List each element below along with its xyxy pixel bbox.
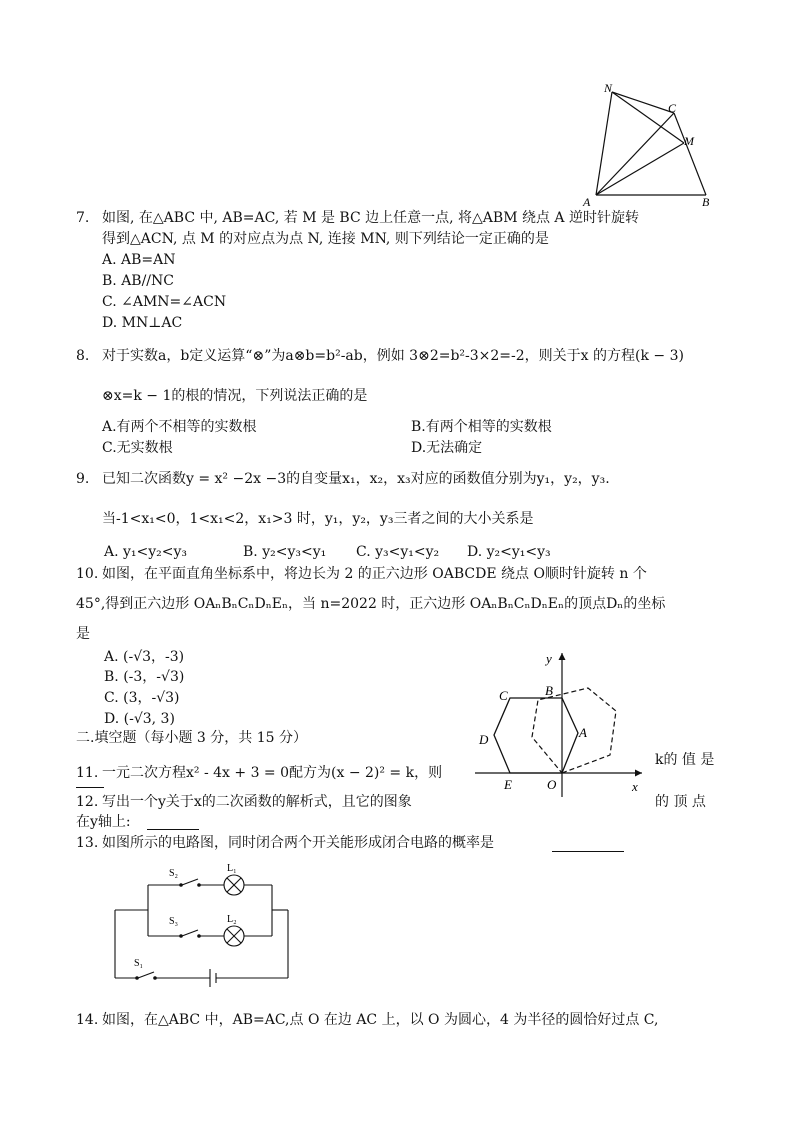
segment-AC <box>596 113 674 195</box>
q13-number: 13. <box>76 835 99 851</box>
q10-option-d: D. (-√3, 3) <box>104 711 175 727</box>
q7-option-b: B. AB//NC <box>102 273 174 289</box>
label-C: C <box>668 101 677 115</box>
q11-text: 一元二次方程x² - 4x + 3 = 0配方为(x − 2)² = k，则 <box>102 765 443 781</box>
q9-option-b: B. y₂<y₃<y₁ <box>243 544 327 560</box>
q10-number: 10. <box>76 566 99 582</box>
q13-answer-blank[interactable] <box>552 850 624 852</box>
q8-number: 8. <box>76 348 90 364</box>
q9-line1: 已知二次函数y = x² −2x −3的自变量x₁，x₂，x₃对应的函数值分别为y₁，y₂，y₃. <box>102 471 610 487</box>
label-B: B <box>702 195 710 209</box>
q8-line2: ⊗x=k − 1的根的情况，下列说法正确的是 <box>102 388 368 404</box>
q12-text: 写出一个y关于x的二次函数的解析式，且它的图象 <box>102 794 412 810</box>
q14-text: 如图，在△ABC 中，AB=AC,点 O 在边 AC 上，以 O 为圆心，4 为半径的圆恰好过点 C, <box>102 1012 659 1028</box>
q8-option-a: A.有两个不相等的实数根 <box>102 419 257 435</box>
q9-option-a: A. y₁<y₂<y₃ <box>104 544 188 560</box>
segment-AN <box>596 92 612 195</box>
label-A: A <box>583 195 591 209</box>
q8-option-b: B.有两个相等的实数根 <box>411 419 552 435</box>
q10-line2: 45°,得到正六边形 OAₙBₙCₙDₙEₙ，当 n=2022 时，正六边形 OAₙBₙCₙDₙEₙ的顶点Dₙ的坐标 <box>76 596 666 612</box>
label-l1: L₁ <box>227 863 237 874</box>
q12-number: 12. <box>76 794 99 810</box>
switch-s3-blade <box>182 930 198 936</box>
label-s2: S₂ <box>169 868 179 879</box>
label-s3: S₃ <box>169 916 179 927</box>
q8-option-c: C.无实数根 <box>102 440 173 456</box>
q10-line3: 是 <box>76 626 90 642</box>
q7-line2: 得到△ACN, 点 M 的对应点为点 N, 连接 MN, 则下列结论一定正确的是 <box>102 231 549 247</box>
label-y: y <box>546 651 552 666</box>
q12-answer-blank[interactable] <box>147 828 199 830</box>
q10-option-b: B. (-3，-√3) <box>104 669 185 685</box>
switch-s1-blade <box>138 972 154 978</box>
q14-number: 14. <box>76 1012 99 1028</box>
label-x: x <box>632 779 638 794</box>
q11-tail: k的 值 是 <box>655 752 715 768</box>
q8-line1: 对于实数a，b定义运算“⊗”为a⊗b=b²-ab，例如 3⊗2=b²-3×2=-2，则关于x 的方程(k − 3) <box>102 348 684 364</box>
segment-CB <box>674 113 706 195</box>
q9-option-c: C. y₃<y₁<y₂ <box>356 544 440 560</box>
label-A-hex: A <box>579 725 587 740</box>
hexagon-figure <box>470 645 655 800</box>
segment-AM <box>596 143 684 195</box>
label-B-hex: B <box>545 683 553 698</box>
q8-option-d: D.无法确定 <box>411 440 483 456</box>
label-l2: L₂ <box>227 914 237 925</box>
circuit-diagram <box>100 860 300 990</box>
segment-NC <box>612 92 674 113</box>
q11-answer-blank[interactable] <box>76 786 104 788</box>
q7-option-c: C. ∠AMN=∠ACN <box>102 294 227 310</box>
switch-s2-blade <box>182 879 198 885</box>
q10-option-a: A. (-√3，-3) <box>104 649 185 665</box>
triangle-figure <box>580 80 720 210</box>
q13-text: 如图所示的电路图，同时闭合两个开关能形成闭合电路的概率是 <box>102 835 494 851</box>
section2-title: 二.填空题（每小题 3 分，共 15 分） <box>76 730 307 746</box>
q10-option-c: C. (3，-√3) <box>104 690 180 706</box>
label-E-hex: E <box>504 777 512 792</box>
q7-option-a: A. AB=AN <box>102 252 176 268</box>
q11-number: 11. <box>76 765 99 781</box>
q7-line1: 如图, 在△ABC 中, AB=AC, 若 M 是 BC 边上任意一点, 将△ABM 绕点 A 逆时针旋转 <box>102 210 639 226</box>
segment-NM <box>612 92 684 143</box>
label-C-hex: C <box>499 688 508 703</box>
label-M: M <box>684 134 694 148</box>
hexagon-dashed <box>532 688 616 773</box>
q12-tail: 的 顶 点 <box>655 794 706 810</box>
label-s1: S₁ <box>134 958 144 969</box>
q12-line2: 在y轴上: <box>76 814 131 830</box>
q7-number: 7. <box>76 210 90 226</box>
q10-line1: 如图，在平面直角坐标系中，将边长为 2 的正六边形 OABCDE 绕点 O顺时针旋转 n 个 <box>102 566 647 582</box>
label-N: N <box>604 81 613 95</box>
q9-option-d: D. y₂<y₁<y₃ <box>467 544 551 560</box>
q9-number: 9. <box>76 471 90 487</box>
label-D-hex: D <box>479 732 489 747</box>
label-O-hex: O <box>547 777 557 792</box>
q9-line2: 当-1<x₁<0，1<x₁<2，x₁>3 时，y₁，y₂，y₃三者之间的大小关系是 <box>102 511 534 527</box>
q7-option-d: D. MN⊥AC <box>102 315 183 331</box>
